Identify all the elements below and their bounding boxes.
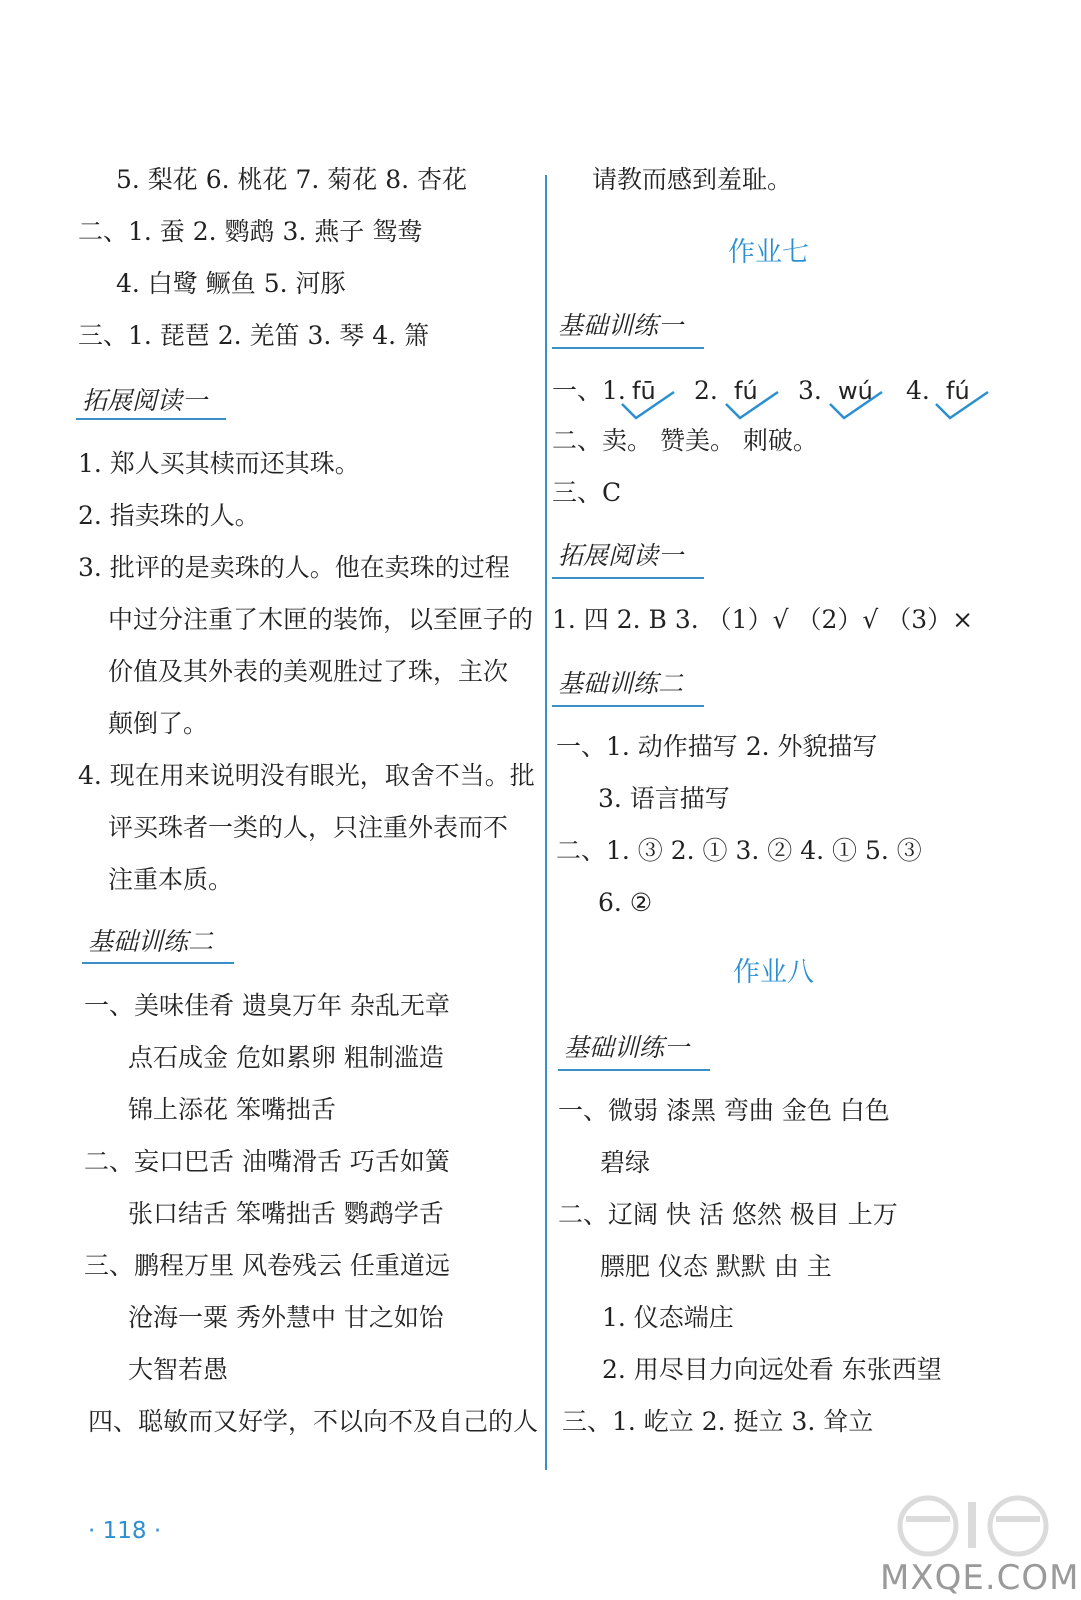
section-title-basic-training-1: 基础训练一 <box>564 1033 690 1062</box>
section-underline <box>552 577 704 579</box>
answer-line: 6. ② <box>598 888 653 917</box>
answer-line: 请教而感到羞耻。 <box>592 165 793 194</box>
answer-line: 2. 用尽目力向远处看 东张西望 <box>602 1355 942 1384</box>
answer-line: 4. 现在用来说明没有眼光，取舍不当。批 <box>78 761 535 790</box>
section-title-extended-reading: 拓展阅读一 <box>558 541 684 570</box>
section-title-extended-reading: 拓展阅读一 <box>82 386 208 415</box>
pinyin-answer: fú <box>946 377 970 405</box>
answer-line: 三、鹏程万里 风卷残云 任重道远 <box>84 1251 450 1280</box>
pinyin-answer: wú <box>838 377 873 405</box>
answer-line: 价值及其外表的美观胜过了珠，主次 <box>108 657 509 686</box>
answer-line: 膘肥 仪态 默默 由 主 <box>600 1252 832 1281</box>
section-underline <box>558 1069 710 1071</box>
pinyin-item-number: 4. <box>906 376 930 405</box>
answer-line: 沧海一粟 秀外慧中 甘之如饴 <box>128 1303 444 1332</box>
answer-line: 5. 梨花 6. 桃花 7. 菊花 8. 杏花 <box>116 165 468 194</box>
answer-line: 三、C <box>552 478 622 507</box>
answer-line: 4. 白鹭 鳜鱼 5. 河豚 <box>116 269 346 298</box>
answer-line: 评买珠者一类的人，只注重外表而不 <box>108 813 509 842</box>
section-underline <box>552 705 704 707</box>
page-number: · 118 · <box>88 1518 162 1544</box>
answer-line: 一、1. 动作描写 2. 外貌描写 <box>556 732 878 761</box>
answer-line: 碧绿 <box>600 1148 651 1177</box>
answer-line: 四、聪敏而又好学，不以向不及自己的人 <box>88 1407 539 1436</box>
answer-line: 2. 指卖珠的人。 <box>78 501 260 530</box>
answer-line: 张口结舌 笨嘴拙舌 鹦鹉学舌 <box>128 1199 444 1228</box>
pinyin-item-number: 3. <box>798 376 822 405</box>
answer-line: 二、1. 蚕 2. 鹦鹉 3. 燕子 鸳鸯 <box>78 217 423 246</box>
answer-line: 1. 仪态端庄 <box>602 1303 734 1332</box>
answer-line: 三、1. 琵琶 2. 羌笛 3. 琴 4. 箫 <box>78 321 430 350</box>
answer-line: 二、1. ③ 2. ① 3. ② 4. ① 5. ③ <box>556 836 922 865</box>
answer-line: 二、辽阔 快 活 悠然 极目 上万 <box>558 1200 898 1229</box>
homework-7-title: 作业七 <box>728 237 809 268</box>
answer-line: 二、妄口巴舌 油嘴滑舌 巧舌如簧 <box>84 1147 450 1176</box>
check-mark-icon <box>932 388 992 424</box>
pinyin-row-prefix: 一、1. <box>552 376 626 405</box>
section-underline <box>552 347 704 349</box>
answer-line: 锦上添花 笨嘴拙舌 <box>128 1095 336 1124</box>
check-mark-icon <box>826 388 886 424</box>
answer-line: 注重本质。 <box>108 865 234 894</box>
check-mark-icon <box>722 388 782 424</box>
answer-line: 1. 郑人买其椟而还其珠。 <box>78 449 360 478</box>
answer-line: 点石成金 危如累卵 粗制滥造 <box>128 1043 444 1072</box>
section-underline <box>82 962 234 964</box>
homework-8-title: 作业八 <box>733 957 814 988</box>
section-title-basic-training-1: 基础训练一 <box>558 311 684 340</box>
pinyin-answer: fū <box>632 377 656 405</box>
answer-line: 二、卖。 赞美。 刺破。 <box>552 426 818 455</box>
watermark-text: MXQE.COM <box>880 1558 1080 1598</box>
section-title-basic-training-2: 基础训练二 <box>88 927 214 956</box>
answer-line: 中过分注重了木匣的装饰，以至匣子的 <box>108 605 534 634</box>
answer-line: 3. 批评的是卖珠的人。他在卖珠的过程 <box>78 553 510 582</box>
pinyin-answer: fú <box>734 377 758 405</box>
column-divider <box>545 175 547 1470</box>
answer-line: 3. 语言描写 <box>598 784 730 813</box>
answer-line: 一、微弱 漆黑 弯曲 金色 白色 <box>558 1096 890 1125</box>
answer-line: 一、美味佳肴 遗臭万年 杂乱无章 <box>84 991 450 1020</box>
pinyin-item-number: 2. <box>694 376 718 405</box>
answer-line: 1. 四 2. B 3. （1）√ （2）√ （3）× <box>552 605 974 634</box>
section-title-basic-training-2: 基础训练二 <box>558 669 684 698</box>
section-underline <box>76 418 226 420</box>
check-mark-icon <box>618 388 678 424</box>
answer-line: 三、1. 屹立 2. 挺立 3. 耸立 <box>562 1407 874 1436</box>
answer-line: 颠倒了。 <box>108 709 209 738</box>
answer-line: 大智若愚 <box>128 1355 229 1384</box>
